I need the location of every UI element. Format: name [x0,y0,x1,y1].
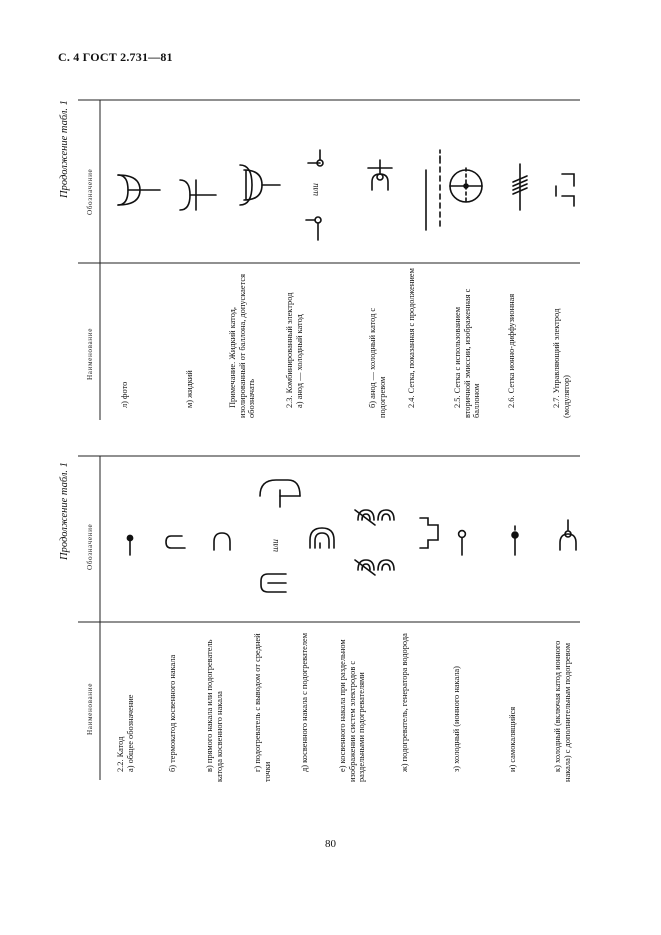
grid-continued-icon [426,150,440,230]
cold-cathode-icon [459,531,466,555]
left-col-symbol-header: Обозначение [86,523,94,570]
row-text: в) прямого накала или подогреватель катода косвенного накала [205,639,224,782]
row-text: л) фото [120,381,129,408]
ion-diffusion-grid-icon [513,164,527,210]
row-text: 2.4. Сетка, показанная с продолжением [407,268,416,408]
row-text: и) самокалящийся [508,706,517,772]
row-text: д) косвенного накала с подогревателем [300,632,309,772]
row-text: а) анод — холодный катод [294,314,304,408]
photocathode-icon [118,175,160,205]
cathode-general-icon [127,535,132,555]
right-table-caption: Продолжение табл. 1 [59,100,70,198]
row-title: 2.2. Катод [116,736,125,772]
right-col-symbol-header: Обозначение [86,168,94,215]
control-electrode-icon [556,174,574,206]
row-text: к) холодный (включая катод ионного накала) с дополнительным подогревом [553,640,572,782]
direct-heater-icon [214,533,230,550]
row-note: Примечание. Жидкий катод, изолированный от баллона, допускается обозначать [228,274,257,418]
row-text: б) термокатод косвенного накала [168,654,177,772]
row-text: 2.7. Управляющий электрод (модулятор) [552,308,571,418]
hydrogen-generator-heater-icon [420,518,438,548]
liquid-cathode-icon [180,180,216,210]
left-table-caption: Продолжение табл. 1 [59,462,70,560]
row-text: м) жидкий [185,370,194,408]
page-number: 80 [325,838,336,850]
page-header: С. 4 ГОСТ 2.731—81 [58,50,173,64]
anode-cold-cathode-icon [306,150,323,240]
left-or-word: или [270,539,280,552]
indirect-cathode-heater-icon [310,528,334,548]
row-title: 2.3. Комбинированный электрод [285,292,294,408]
secondary-emission-grid-icon [450,168,482,204]
row-text: ж) подогреватель, генератора водорода [400,633,409,772]
row-text: г) подогреватель с выводом от средней точки [253,633,272,782]
cold-cathode-heated-icon [560,520,576,550]
row-text: а) общее обозначение [125,694,135,772]
row-text: е) косвенного накала при раздельном изображении систем электродов с раздельными подогревателями [338,639,367,782]
row-text: 2.6. Сетка ионно-диффузионная [507,293,516,408]
right-col-name-header: Наименование [86,328,94,380]
right-or-word: или [310,183,320,196]
thermocathode-icon [166,536,185,548]
separate-heaters-icon [355,510,394,575]
row-text: б) анод — холодный катод с подогревом [368,307,387,418]
left-col-name-header: Наименование [86,683,94,735]
row-text: 2.5. Сетка с использованием вторичной эмиссии, изображенная с баллоном [453,288,482,418]
insulated-liquid-cathode-icon [240,165,280,205]
row-text: з) холодный (ионного накала) [452,666,461,772]
self-heating-cathode-icon [512,526,518,555]
center-tap-heater-icon [260,480,300,592]
anode-cold-cathode-heated-icon [368,160,392,190]
